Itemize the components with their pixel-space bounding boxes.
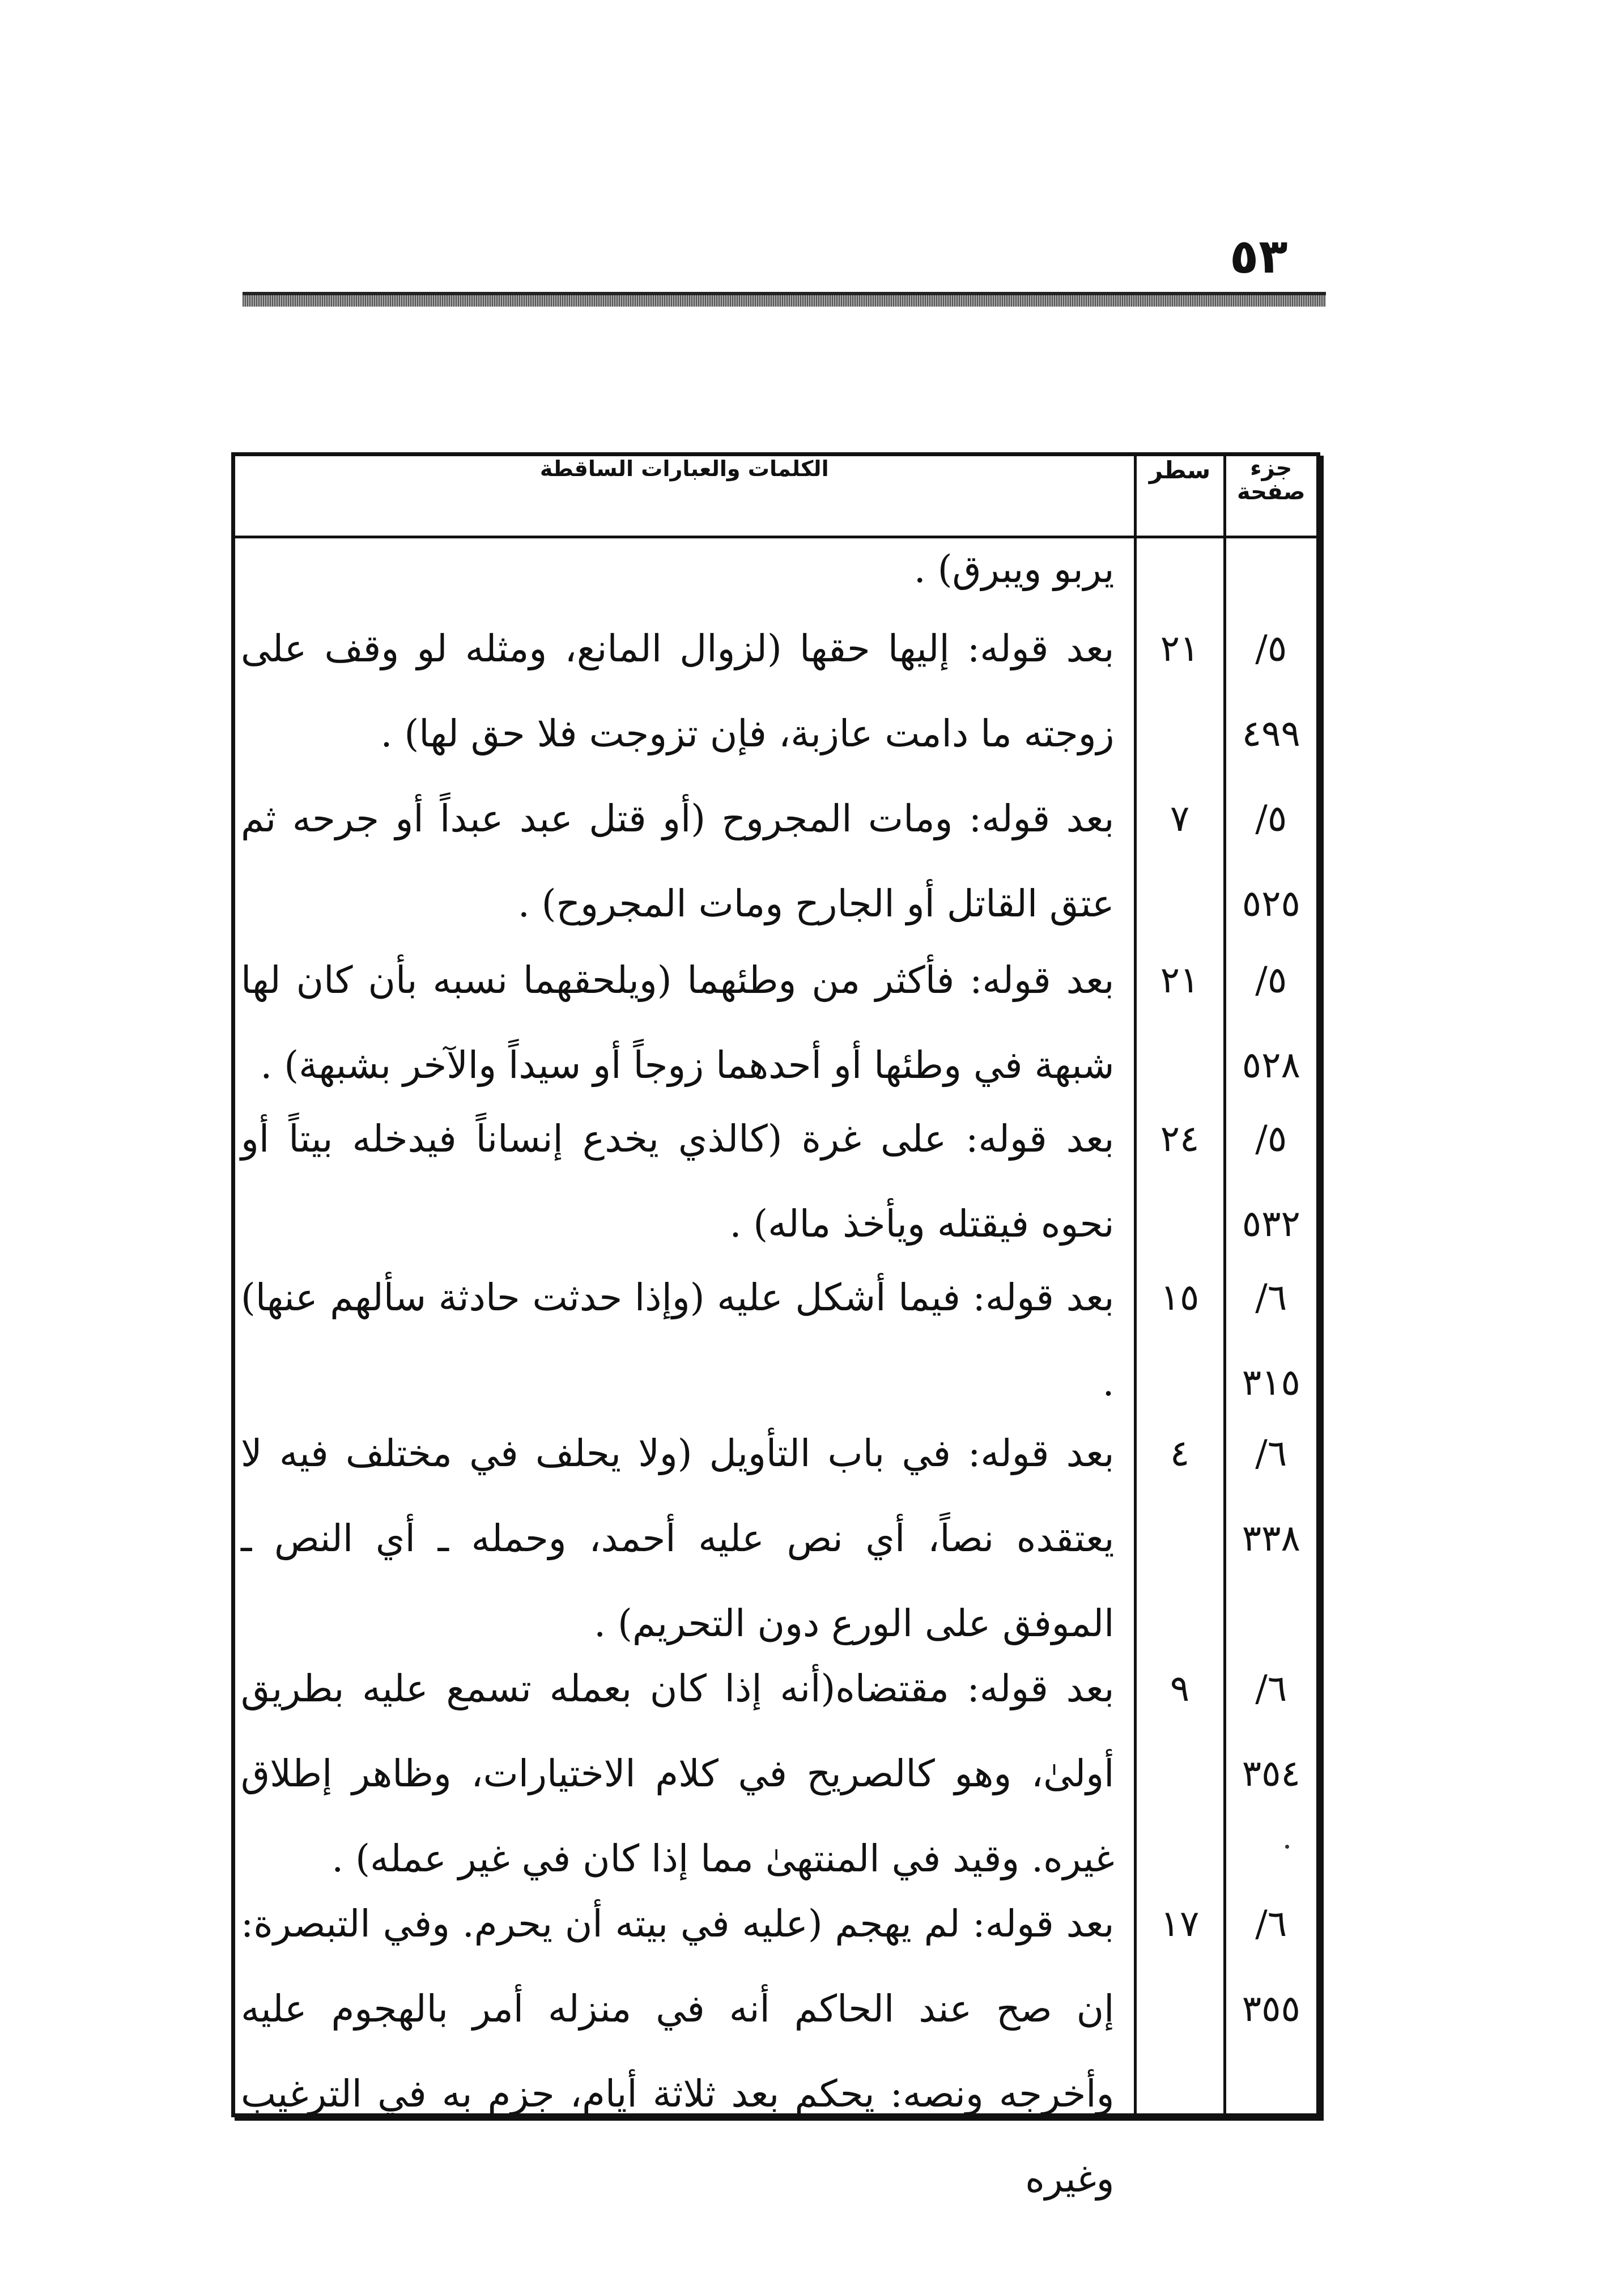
table-body-row xyxy=(235,537,1316,2114)
header-missing-words: الكلمات والعبارات الساقطة xyxy=(235,456,1135,537)
cell-line: ٧ xyxy=(1170,798,1190,840)
cell-part-page: ٥/ ٥٢٨ xyxy=(1242,959,1300,1086)
cell-line: ٤ xyxy=(1170,1433,1190,1475)
header-line: سطر xyxy=(1135,456,1225,537)
line-column xyxy=(1135,537,1225,2114)
cell-missing-text: بعد قوله: فأكثر من وطئهما (ويلحقهما نسبه بأن كان لها شبهة في وطئها أو أحدهما زوجاً أو سيداً والآخر بشبهة) . xyxy=(241,958,1115,1087)
header-rule xyxy=(243,292,1326,307)
cell-missing-text: بعد قوله: إليها حقها (لزوال المانع، ومثله لو وقف على زوجته ما دامت عازبة، فإن تزوجت فلا حق لها) . xyxy=(241,627,1115,755)
cell-missing-text: بعد قوله: على غرة (كالذي يخدع إنساناً فيدخله بيتاً أو نحوه فيقتله ويأخذ ماله) . xyxy=(241,1117,1115,1246)
page-number: ٥٣ xyxy=(1230,228,1288,284)
cell-line: ١٥ xyxy=(1160,1277,1200,1319)
cell-line: ٢٤ xyxy=(1160,1118,1200,1160)
header-part-page xyxy=(1225,456,1316,537)
part-page-column xyxy=(1225,537,1316,2114)
cell-line: ١٧ xyxy=(1160,1903,1200,1945)
cell-line: ٢١ xyxy=(1160,628,1200,670)
cell-missing-text: بعد قوله: في باب التأويل (ولا يحلف في مختلف فيه لا يعتقده نصاً، أي نص عليه أحمد، وحمله ـ أي النص ـ الموفق على الورع دون التحريم) . xyxy=(241,1432,1115,1645)
cell-part-page: ٦/ ٣٥٤ xyxy=(1242,1668,1300,1795)
cell-missing-text: بعد قوله: ومات المجروح (أو قتل عبد عبداً أو جرحه ثم عتق القاتل أو الجارح ومات المجروح) . xyxy=(241,797,1115,925)
table-header-row xyxy=(235,456,1316,537)
cell-part-page: ٥/ ٥٣٢ xyxy=(1242,1118,1300,1245)
header-page-label: صفحة xyxy=(1236,479,1306,505)
missing-words-table-frame xyxy=(231,452,1320,2201)
cell-missing-text: يربو ويبرق) . xyxy=(913,547,1115,591)
cell-line: ٢١ xyxy=(1160,959,1200,1001)
cell-part-page: ٥/ ٥٢٥ xyxy=(1242,798,1300,925)
stray-ink-dot xyxy=(1285,1845,1289,1849)
cell-part-page: ٦/ ٣١٥ xyxy=(1242,1277,1300,1404)
cell-part-page: ٥/ ٤٩٩ xyxy=(1242,628,1300,755)
cell-missing-text: بعد قوله: مقتضاه(أنه إذا كان بعمله تسمع عليه بطريق أولىٰ، وهو كالصريح في كلام الاختيارات، وظاهر إطلاق غيره. وقيد في المنتهىٰ مما إذا كان في غير عمله) . xyxy=(241,1667,1115,1880)
cell-missing-text: بعد قوله: فيما أشكل عليه (وإذا حدثت حادثة سألهم عنها) . xyxy=(241,1276,1115,1404)
missing-words-column xyxy=(235,537,1135,2201)
cell-part-page: ٦/ ٣٣٨ xyxy=(1242,1433,1300,1560)
cell-line: ٩ xyxy=(1170,1668,1190,1710)
missing-words-table xyxy=(235,455,1316,2201)
cell-part-page: ٦/ ٣٥٥ xyxy=(1242,1903,1300,2030)
cell-missing-text: بعد قوله: لم يهجم (عليه في بيته أن يحرم. وفي التبصرة: إن صح عند الحاكم أنه في منزله أمر بالهجوم عليه وأخرجه ونصه: يحكم بعد ثلاثة أيام، جزم به في الترغيب وغيره xyxy=(241,1902,1115,2201)
header-part-label: جزء xyxy=(1250,455,1293,481)
